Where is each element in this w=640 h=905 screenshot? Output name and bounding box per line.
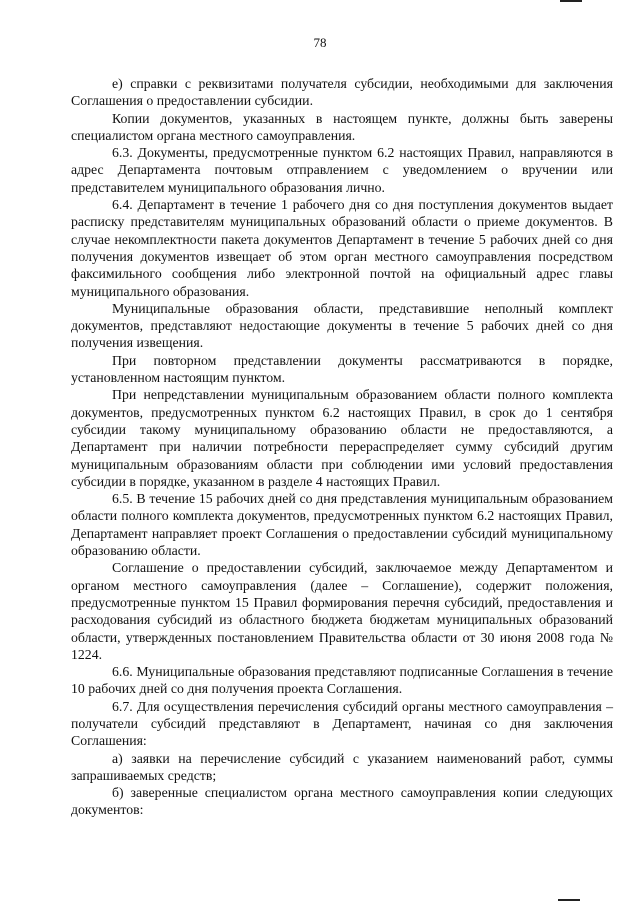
paragraph: 6.3. Документы, предусмотренные пунктом 6.2 настоящих Правил, направляются в адрес Департамента почтовым отправлением с уведомлением о вручении или представителем муниципального образования лично. xyxy=(71,145,613,195)
paragraph: 6.7. Для осуществления перечисления субсидий органы местного самоуправления – получатели субсидий представляют в Департамент, начиная со дня заключения Соглашения: xyxy=(71,698,613,749)
scan-mark-top xyxy=(560,0,582,2)
document-body xyxy=(71,75,613,819)
paragraph: При повторном представлении документы рассматриваются в порядке, установленном настоящим пунктом. xyxy=(71,352,613,386)
scan-mark-bottom xyxy=(558,899,580,901)
paragraph: е) справки с реквизитами получателя субсидии, необходимыми для заключения Соглашения о предоставлении субсидии. xyxy=(71,76,613,109)
paragraph: Муниципальные образования области, представившие неполный комплект документов, представляют недостающие документы в течение 5 рабочих дней со дня получения извещения. xyxy=(71,300,613,351)
paragraph: 6.5. В течение 15 рабочих дней со дня представления муниципальным образованием области полного комплекта документов, предусмотренных пунктом 6.2 настоящих Правил, Департамент направляет проект Соглашения о предоставлении субсидий муниципальному образованию области. xyxy=(71,491,613,559)
paragraph: б) заверенные специалистом органа местного самоуправления копии следующих документов: xyxy=(71,785,613,818)
paragraph: При непредставлении муниципальным образованием области полного комплекта документов, предусмотренных пунктом 6.2 настоящих Правил, в срок до 1 сентября субсидии такому муниципальному образованию области не предоставляются, а Департамент при наличии потребности перераспределяет сумму субсидий другим муниципальным образованиям области при соблюдении ими условий предоставления субсидии в порядке, указанном в разделе 4 настоящих Правил. xyxy=(71,387,613,489)
paragraph: Соглашение о предоставлении субсидий, заключаемое между Департаментом и органом местного самоуправления (далее – Соглашение), содержит положения, предусмотренные пунктом 15 Правил формирования перечня субсидий, предоставления и расходования субсидий из областного бюджета бюджетам муниципальных образований области, утвержденных постановлением Правительства области от 30 июня 2008 года № 1224. xyxy=(71,560,613,662)
paragraph: 6.4. Департамент в течение 1 рабочего дня со дня поступления документов выдает расписку представителям муниципальных образований области о приеме документов. В случае некомплектности пакета документов Департамент в течение 5 рабочих дней со дня получения документов извещает об этом орган местного самоуправления посредством факсимильного сообщения либо электронной почтой на официальный адрес главы муниципального образования. xyxy=(71,197,613,299)
page-number: 78 xyxy=(313,35,327,50)
paragraph: Копии документов, указанных в настоящем пункте, должны быть заверены специалистом органа местного самоуправления. xyxy=(71,110,613,143)
paragraph: а) заявки на перечисление субсидий с указанием наименований работ, суммы запрашиваемых средств; xyxy=(71,750,613,783)
paragraph: 6.6. Муниципальные образования представляют подписанные Соглашения в течение 10 рабочих дней со дня получения проекта Соглашения. xyxy=(71,664,613,697)
